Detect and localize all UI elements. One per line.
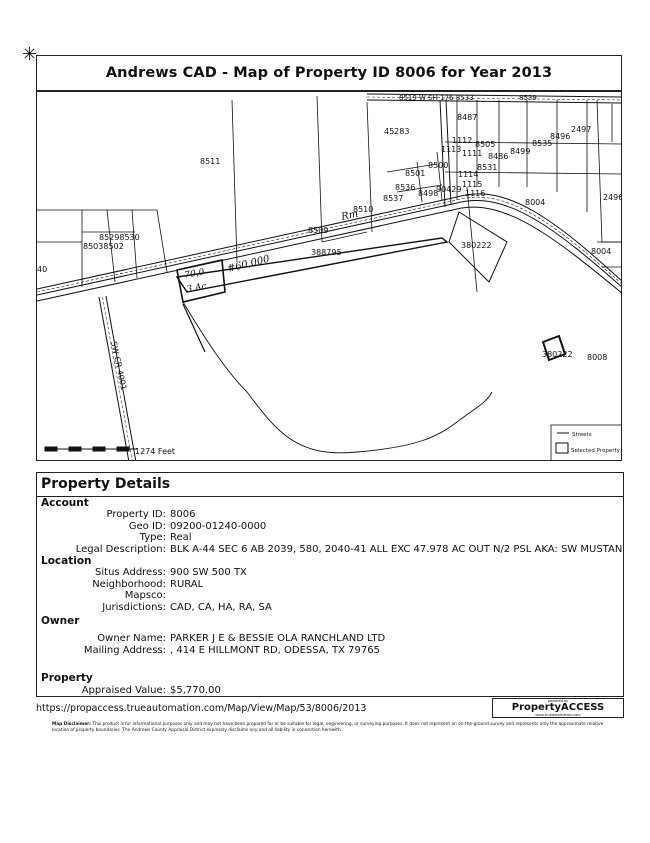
disclaimer-lead: Map Disclaimer:	[52, 722, 91, 727]
detail-label: Geo ID:	[128, 520, 166, 532]
parcel-label: 388795	[311, 248, 342, 257]
parcel-label: 8537	[383, 194, 404, 203]
detail-value: Real	[170, 532, 192, 543]
page-title: Andrews CAD - Map of Property ID 8006 for Year 2013	[105, 65, 553, 81]
map-disclaimer	[52, 722, 612, 734]
parcel-label: 1111	[462, 149, 483, 158]
legend-streets: Streets	[572, 432, 592, 438]
detail-row-jurisdictions	[37, 602, 623, 614]
parcel-label: 380222	[542, 350, 573, 359]
detail-value: 09200-01240-0000	[170, 520, 267, 532]
property-details-title: Property Details	[37, 473, 623, 497]
detail-row-legal-description	[37, 544, 623, 556]
detail-value: $5,770.00	[170, 685, 221, 696]
parcel-label: 8499	[510, 147, 531, 156]
road-label: SW CR 4001	[109, 340, 129, 391]
corner-mark-icon: ✳	[22, 44, 38, 65]
map-title-bar	[36, 55, 622, 91]
handwritten-price: #60,000	[226, 253, 271, 275]
parcel-label: 8536	[395, 183, 416, 192]
handwritten-acres-unit: 3 Ac	[185, 281, 208, 295]
map-legend	[551, 425, 622, 461]
parcel-label: 8487	[457, 113, 478, 122]
detail-row-situs-address	[37, 567, 623, 579]
detail-label: Type:	[139, 532, 166, 543]
brand-website: www.trueautomation.com	[535, 713, 581, 717]
scale-bar	[45, 447, 137, 451]
detail-value: CAD, CA, HA, RA, SA	[170, 601, 272, 613]
detail-row-owner-name	[37, 633, 623, 645]
section-location-heading: Location	[41, 555, 92, 567]
propertyaccess-logo	[492, 698, 624, 718]
parcel-label: 40	[37, 265, 48, 274]
detail-label: Situs Address:	[95, 567, 166, 578]
parcel-map[interactable]	[36, 91, 622, 461]
detail-label: Property ID:	[106, 509, 166, 520]
legend-selected-property: Selected Property	[571, 448, 620, 454]
parcel-label: 2496	[603, 193, 623, 202]
detail-row-neighborhood	[37, 579, 623, 591]
parcel-label: 8535	[532, 139, 553, 148]
detail-label: Appraised Value:	[81, 685, 166, 696]
parcel-label: 1112	[452, 136, 473, 145]
parcel-label: 8539	[519, 94, 537, 102]
detail-row-property-id	[37, 509, 623, 521]
top-road-label: 8519 W SH 176 8533	[399, 94, 474, 102]
handwritten-stroke	[183, 304, 205, 352]
parcel-label: 1113	[441, 145, 462, 154]
parcel-boundaries	[37, 96, 622, 292]
detail-label: Jurisdictions:	[102, 601, 166, 613]
detail-label: Owner Name:	[97, 633, 166, 644]
parcel-label: 380222	[461, 241, 492, 250]
handwritten-boundary-curve	[183, 302, 492, 453]
detail-label: Mailing Address:	[83, 644, 166, 656]
section-account-heading: Account	[41, 497, 89, 509]
detail-value: , 414 E HILLMONT RD, ODESSA, TX 79765	[170, 644, 380, 656]
right-edge-parcels	[602, 104, 622, 267]
handwritten-acres: 70,0	[183, 267, 206, 281]
detail-label: Legal Description:	[75, 543, 166, 555]
parcel-label: 85298530	[99, 233, 140, 242]
parcel-label: 8498	[418, 189, 439, 198]
parcel-label: 8004	[591, 247, 612, 256]
parcel-label: 8511	[200, 157, 221, 166]
detail-row-mailing-address	[37, 645, 623, 657]
parcel-label: 85038502	[83, 242, 124, 251]
detail-value: RURAL	[170, 578, 204, 590]
parcel-label: 8501	[405, 169, 426, 178]
parcel-label: 2497	[571, 125, 592, 134]
parcel-label: 8008	[587, 353, 608, 362]
detail-value: 900 SW 500 TX	[170, 567, 247, 578]
parcel-label: 8531	[477, 163, 498, 172]
property-details-panel	[36, 472, 624, 697]
source-url[interactable]: https://propaccess.trueautomation.com/Map/View/Map/53/8006/2013	[36, 703, 367, 714]
scale-label: 1274 Feet	[135, 447, 176, 456]
detail-value: BLK A-44 SEC 6 AB 2039, 580, 2040-41 ALL EXC 47.978 AC OUT N/2 PSL AKA: SW MUSTAN	[170, 543, 623, 555]
parcel-label: 8004	[525, 198, 546, 207]
parcel-label: 8505	[475, 140, 496, 149]
parcel-388795[interactable]	[177, 238, 447, 292]
parcel-map-svg	[37, 92, 622, 461]
handwritten-parcel-outline	[177, 260, 225, 302]
parcel-label: 8496	[550, 132, 571, 141]
brand-name: PropertyACCESS	[511, 702, 605, 713]
section-property-heading: Property	[41, 672, 93, 684]
parcel-label: 1116	[465, 189, 486, 198]
detail-row-mapsco	[37, 590, 623, 602]
parcel-label: 8486	[488, 152, 509, 161]
section-owner-heading: Owner	[41, 615, 80, 627]
brand-powered-by: powered by	[547, 699, 569, 703]
parcel-label: 1114	[458, 170, 479, 179]
parcel-label: 8510	[353, 205, 374, 214]
detail-label: Neighborhood:	[92, 578, 166, 590]
detail-row-geo-id	[37, 521, 623, 533]
disclaimer-text: This product is for informational purposes only and may not have been prepared for or be suitable for legal, engineering, or surveying purposes. It does not represent an on-the-ground survey and represents only the approximate relative location of property boundaries. The Andrews County Appraisal District expressly disclaims any and all liability in connection herewith.	[52, 722, 604, 733]
detail-label: Mapsco:	[124, 590, 166, 601]
detail-row-appraised-value	[37, 685, 623, 697]
detail-row-type	[37, 532, 623, 544]
parcel-label: 1115	[462, 180, 483, 189]
parcel-label: 8509	[308, 226, 329, 235]
handwritten-rm: Rm	[340, 208, 360, 223]
parcel-label: 45283	[384, 127, 410, 136]
detail-value: 8006	[170, 509, 196, 520]
parcel-label: 90429	[436, 185, 462, 194]
detail-value: PARKER J E & BESSIE OLA RANCHLAND LTD	[170, 633, 386, 644]
parcel-label: 8500	[428, 161, 449, 170]
